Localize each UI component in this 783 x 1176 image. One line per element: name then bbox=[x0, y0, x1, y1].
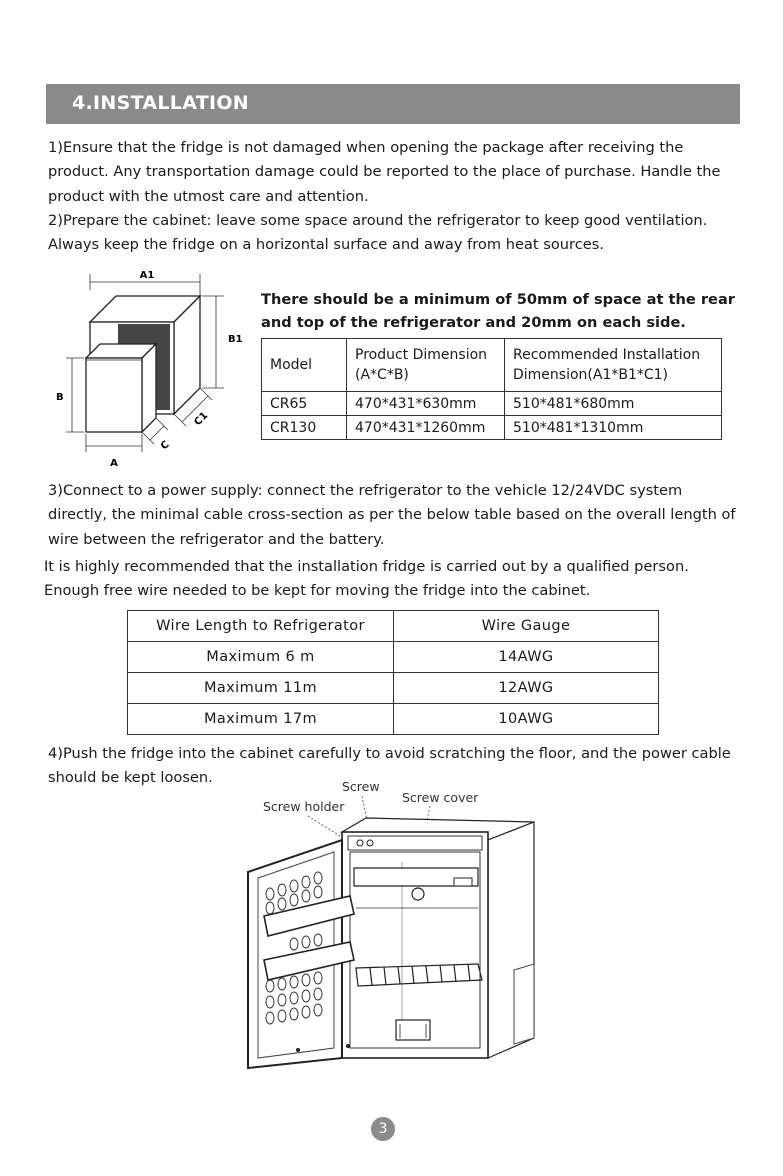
header-install-line1: Recommended Installation bbox=[513, 347, 701, 363]
table-row bbox=[128, 673, 659, 704]
paragraph-push-fridge: 4)Push the fridge into the cabinet carefully to avoid scratching the floor, and the power cable should be kept loosen. bbox=[48, 745, 731, 787]
bottom-vent bbox=[396, 1020, 430, 1040]
cell-product-dimension: 470*431*1260mm bbox=[347, 416, 505, 440]
wire-table-header bbox=[128, 611, 659, 642]
cell-wire-length: Maximum 11m bbox=[128, 673, 394, 704]
table-row bbox=[128, 642, 659, 673]
paragraph-damage-check: 1)Ensure that the fridge is not damaged when opening the package after receiving the product. Any transportation damage could be reported to the place of purchase. Handle the product with the utmost care and attention. bbox=[48, 139, 721, 205]
paragraph-prepare-cabinet: 2)Prepare the cabinet: leave some space around the refrigerator to keep good ventilation. Always keep the fridge on a horizontal surface and away from heat sources. bbox=[48, 212, 708, 254]
egg-slot bbox=[314, 1004, 322, 1016]
egg-slot bbox=[290, 992, 298, 1004]
egg-slot bbox=[266, 996, 274, 1008]
label-b: B bbox=[56, 392, 64, 403]
page-number: 3 bbox=[371, 1117, 395, 1141]
egg-slot bbox=[302, 876, 310, 888]
egg-slot bbox=[314, 934, 322, 946]
header-product-line1: Product Dimension bbox=[355, 347, 488, 363]
cell-install-dimension: 510*481*680mm bbox=[505, 392, 722, 416]
header-install-line2: Dimension(A1*B1*C1) bbox=[513, 367, 669, 383]
cell-model: CR65 bbox=[262, 392, 347, 416]
fridge-front bbox=[86, 358, 142, 432]
egg-slot bbox=[314, 886, 322, 898]
egg-slot bbox=[278, 994, 286, 1006]
section-header bbox=[46, 84, 740, 124]
label-c: C bbox=[158, 439, 172, 453]
egg-slot bbox=[266, 1012, 274, 1024]
egg-slot bbox=[278, 1010, 286, 1022]
label-a: A bbox=[110, 458, 118, 469]
label-b1: B1 bbox=[228, 334, 243, 345]
egg-slot bbox=[278, 898, 286, 910]
space-requirement-note: There should be a minimum of 50mm of space at the rear and top of the refrigerator and 20mm on each side. bbox=[261, 291, 735, 331]
fridge-diagram bbox=[238, 776, 548, 1076]
egg-slot bbox=[278, 884, 286, 896]
cell-wire-length: Maximum 6 m bbox=[128, 642, 394, 673]
paragraph-power-supply: 3)Connect to a power supply: connect the refrigerator to the vehicle 12/24VDC system directly, the minimal cable cross-section as per the below table based on the overall length of wire between the refrigerator and the battery. bbox=[48, 482, 736, 548]
header-wire-gauge: Wire Gauge bbox=[394, 611, 659, 642]
egg-slot bbox=[266, 980, 274, 992]
rear-vent-box bbox=[514, 964, 534, 1044]
header-model-text: Model bbox=[270, 357, 313, 373]
label-screw: Screw bbox=[342, 779, 380, 794]
cell-model: CR130 bbox=[262, 416, 347, 440]
cell-wire-gauge: 12AWG bbox=[394, 673, 659, 704]
egg-slot bbox=[302, 1006, 310, 1018]
cell-wire-gauge: 14AWG bbox=[394, 642, 659, 673]
egg-slot bbox=[302, 990, 310, 1002]
header-install-dimension bbox=[505, 339, 722, 392]
wire-gauge-table bbox=[127, 610, 659, 735]
paragraph-qualified-person: It is highly recommended that the installation fridge is carried out by a qualified person. Enough free wire needed to be kept for moving the fridge into the cabinet. bbox=[44, 558, 689, 600]
egg-slot bbox=[290, 894, 298, 906]
screw-cover-part bbox=[454, 878, 472, 886]
fridge-side bbox=[142, 344, 156, 432]
screw-icon bbox=[346, 1044, 350, 1048]
label-a1: A1 bbox=[139, 270, 155, 281]
label-screw-holder: Screw holder bbox=[263, 799, 345, 814]
thermostat-knob bbox=[412, 888, 424, 900]
table-row bbox=[262, 416, 722, 440]
egg-slot bbox=[290, 976, 298, 988]
cell-wire-length: Maximum 17m bbox=[128, 704, 394, 735]
egg-slot bbox=[314, 972, 322, 984]
egg-slot bbox=[290, 880, 298, 892]
egg-slot bbox=[314, 988, 322, 1000]
egg-slot bbox=[290, 938, 298, 950]
label-screw-cover: Screw cover bbox=[402, 790, 479, 805]
egg-slot bbox=[314, 872, 322, 884]
egg-slot bbox=[266, 902, 274, 914]
egg-slot bbox=[290, 1008, 298, 1020]
egg-slot bbox=[302, 974, 310, 986]
table-row bbox=[262, 392, 722, 416]
header-wire-length: Wire Length to Refrigerator bbox=[128, 611, 394, 642]
cabinet-diagram bbox=[52, 268, 252, 473]
label-c1: C1 bbox=[192, 410, 211, 429]
screw-icon bbox=[367, 840, 373, 846]
c-dimension-line bbox=[150, 426, 164, 440]
cell-wire-gauge: 10AWG bbox=[394, 704, 659, 735]
table-row bbox=[128, 704, 659, 735]
egg-slot bbox=[278, 978, 286, 990]
screw-icon bbox=[357, 840, 363, 846]
dimension-table-header bbox=[262, 339, 722, 392]
dimension-table bbox=[261, 338, 722, 440]
header-product-line2: (A*C*B) bbox=[355, 367, 409, 383]
egg-slot bbox=[302, 890, 310, 902]
screw-icon bbox=[296, 1048, 300, 1052]
egg-slot bbox=[302, 936, 310, 948]
egg-slot bbox=[266, 888, 274, 900]
cell-product-dimension: 470*431*630mm bbox=[347, 392, 505, 416]
section-title: 4.INSTALLATION bbox=[72, 92, 250, 114]
cell-install-dimension: 510*481*1310mm bbox=[505, 416, 722, 440]
header-product-dimension bbox=[347, 339, 505, 392]
header-model bbox=[262, 339, 347, 392]
